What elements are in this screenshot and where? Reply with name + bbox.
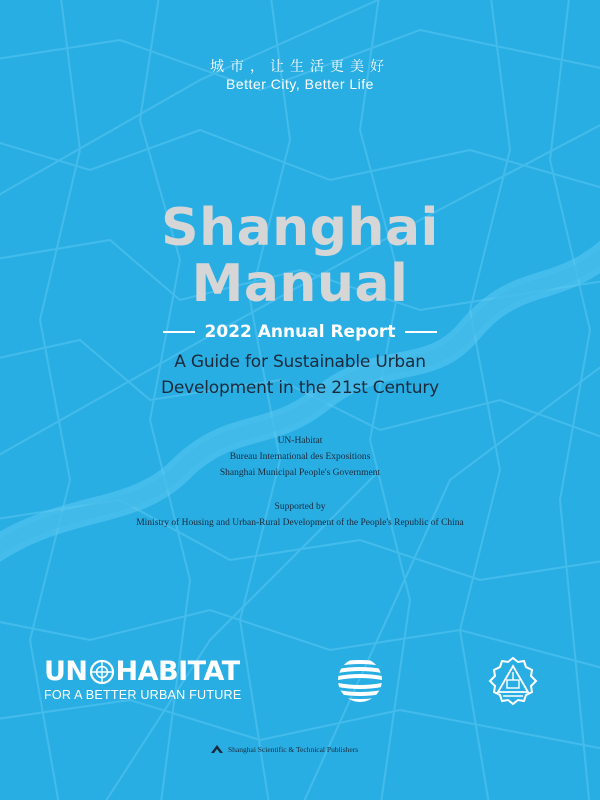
slogan-chinese: 城市，让生活更美好 [210,59,390,75]
organization-bie: Bureau International des Expositions [229,452,371,462]
left-rule [163,331,195,333]
un-habitat-left-text: UN [44,656,88,687]
right-rule [405,331,437,333]
publisher-name: Shanghai Scientific & Technical Publishers [228,744,359,754]
un-habitat-right-text: HABITAT [115,656,240,687]
shanghai-emblem-icon [488,656,538,706]
main-title-line-1: Shanghai [161,198,439,258]
publisher-mark [210,743,358,755]
bie-globe-logo-icon [336,656,384,704]
publisher-logo-icon [210,743,224,755]
organization-un-habitat: UN-Habitat [277,436,323,446]
organization-shanghai-government: Shanghai Municipal People's Government [219,468,381,478]
un-habitat-tagline: FOR A BETTER URBAN FUTURE [44,688,242,702]
subtitle-line-2: Development in the 21st Century [160,378,439,398]
un-habitat-logo [44,656,264,702]
slogan-english: Better City, Better Life [226,76,374,92]
subtitle-line-1: A Guide for Sustainable Urban [174,352,426,372]
un-emblem-icon [89,659,115,685]
un-habitat-wordmark [44,656,264,687]
annual-report-label: 2022 Annual Report [204,322,396,342]
supporting-ministry: Ministry of Housing and Urban-Rural Development of the People's Republic of China [136,518,464,528]
main-title-line-2: Manual [191,254,409,314]
supported-by-label: Supported by [274,502,326,512]
annual-report-heading [0,322,600,342]
